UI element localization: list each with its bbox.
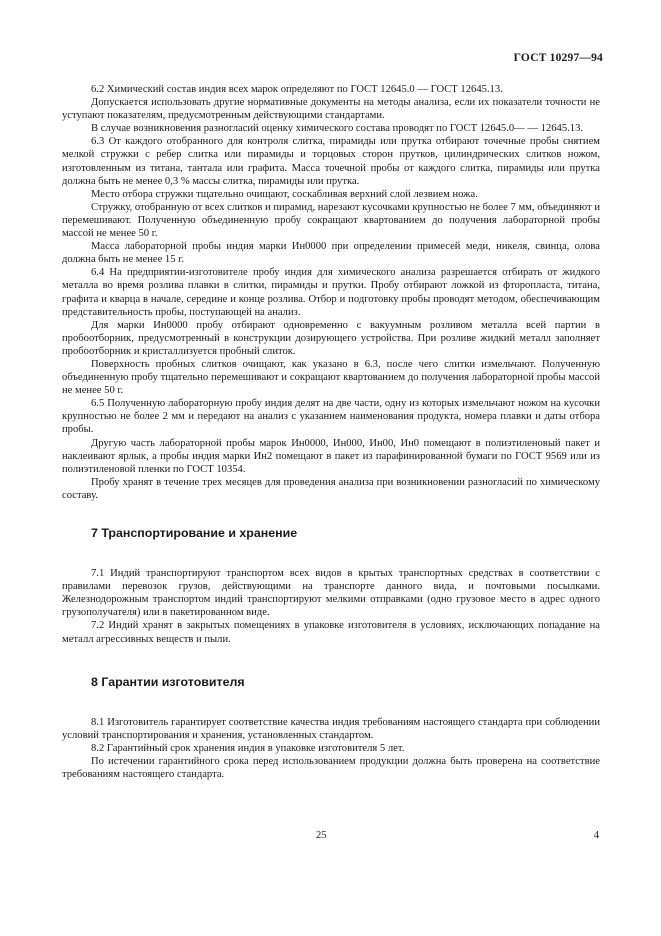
paragraph: Другую часть лабораторной пробы марок Ин0000, Ин000, Ин00, Ин0 помещают в полиэтиленовый пакет и наклеивают ярлык, а пробы индия марки Ин2 помещают в пакет из парафинированной бумаги по ГОСТ 9569 или из полиэтиленовой пленки по ГОСТ 10354. bbox=[62, 437, 600, 475]
page-number: 25 bbox=[316, 830, 327, 841]
paragraph: 6.4 На предприятии-изготовителе пробу индия для химического анализа разрешается отбирать от жидкого металла во время розлива плавки в слитки, пирамиды и прутки. Пробу отбирают ложкой из фторопласта, титана, графита и кварца в начале, середине и конце розлива. Отбор и подготовку пробы проводят методом, обеспечивающим представительность пробы, поступающей на анализ. bbox=[62, 267, 600, 318]
sheet-number: 4 bbox=[593, 830, 599, 841]
paragraph: 6.2 Химический состав индия всех марок определяют по ГОСТ 12645.0 — ГОСТ 12645.13. bbox=[91, 84, 503, 95]
paragraph: Стружку, отобранную от всех слитков и пирамид, нарезают кусочками крупностью не более 7 мм, объединяют и перемешивают. Полученную объединенную пробу сокращают квартованием до получения лабораторной пробы массой не менее 50 г. bbox=[62, 201, 600, 240]
paragraph: 7.2 Индий хранят в закрытых помещениях в упаковке изготовителя в условиях, исключающих попадание на металл агрессивных веществ и пыли. bbox=[62, 620, 600, 645]
paragraph: Поверхность пробных слитков очищают, как указано в 6.3, после чего слитки измельчают. Полученную объединенную пробу тщательно перемешивают и сокращают квартованием до получения лабораторной пробы массой не менее 50 г. bbox=[62, 358, 600, 397]
paragraph: Масса лабораторной пробы индия марки Ин0000 при определении примесей меди, никеля, свинца, олова должна быть не менее 15 г. bbox=[62, 241, 600, 266]
standard-code: ГОСТ 10297—94 bbox=[513, 52, 603, 64]
section-heading-guarantees: 8 Гарантии изготовителя bbox=[91, 674, 245, 689]
paragraph: 8.1 Изготовитель гарантирует соответствие качества индия требованиям настоящего стандарта при соблюдении условий транспортирования и хранения, установленных стандартом. bbox=[62, 716, 600, 741]
paragraph: 6.5 Полученную лабораторную пробу индия делят на две части, одну из которых измельчают ножом на кусочки крупностью не более 2 мм и передают на анализ с указанием наименования продукта, номера плавки и даты отбора пробы. bbox=[62, 398, 600, 436]
paragraph: По истечении гарантийного срока перед использованием продукции должна быть проверена на соответствие требованиям настоящего стандарта. bbox=[62, 756, 600, 781]
paragraph: В случае возникновения разногласий оценку химического состава проводят по ГОСТ 12645.0— — 12645.13. bbox=[91, 123, 584, 135]
paragraph: Для марки Ин0000 пробу отбирают одновременно с вакуумным розливом металла всей партии в пробоотборник, предусмотренный в конструкции дозирующего устройства. При розливе жидкий металл заполняет пробоотборник и кристаллизуется пробный слиток. bbox=[62, 319, 600, 357]
paragraph: 8.2 Гарантийный срок хранения индия в упаковке изготовителя 5 лет. bbox=[91, 742, 405, 754]
paragraph: Место отбора стружки тщательно очищают, соскабливая верхний слой лезвием ножа. bbox=[91, 188, 478, 200]
paragraph: Пробу хранят в течение трех месяцев для проведения анализа при возникновении разногласий по химическому составу. bbox=[62, 476, 600, 501]
paragraph: 7.1 Индий транспортируют транспортом всех видов в крытых транспортных средствах в соответствии с правилами перевозок грузов, действующими на транспорте данного вида, и почтовыми посылками. Железнодорожным транспортом индий транспортируют мелкими отправками (одно грузовое место в адрес одного грузополучателя) или в пакетированном виде. bbox=[62, 568, 600, 619]
paragraph: 6.3 От каждого отобранного для контроля слитка, пирамиды или прутка отбирают точечные пробы снятием мелкой стружки с ребер слитка или пирамиды и торцовых сторон прутков, цилиндрических слитков ножом, изготовленным из титана, тантала или графита. Масса точечной пробы от каждого слитка, пирамиды или прутка должна быть не менее 0,3 % массы слитка, пирамиды или прутка. bbox=[62, 136, 600, 187]
section-heading-transport: 7 Транспортирование и хранение bbox=[91, 526, 298, 540]
document-body bbox=[62, 83, 600, 781]
paragraph: Допускается использовать другие нормативные документы на методы анализа, если их показатели точности не уступают показателям, предусмотренным действующими стандартами. bbox=[62, 97, 600, 122]
